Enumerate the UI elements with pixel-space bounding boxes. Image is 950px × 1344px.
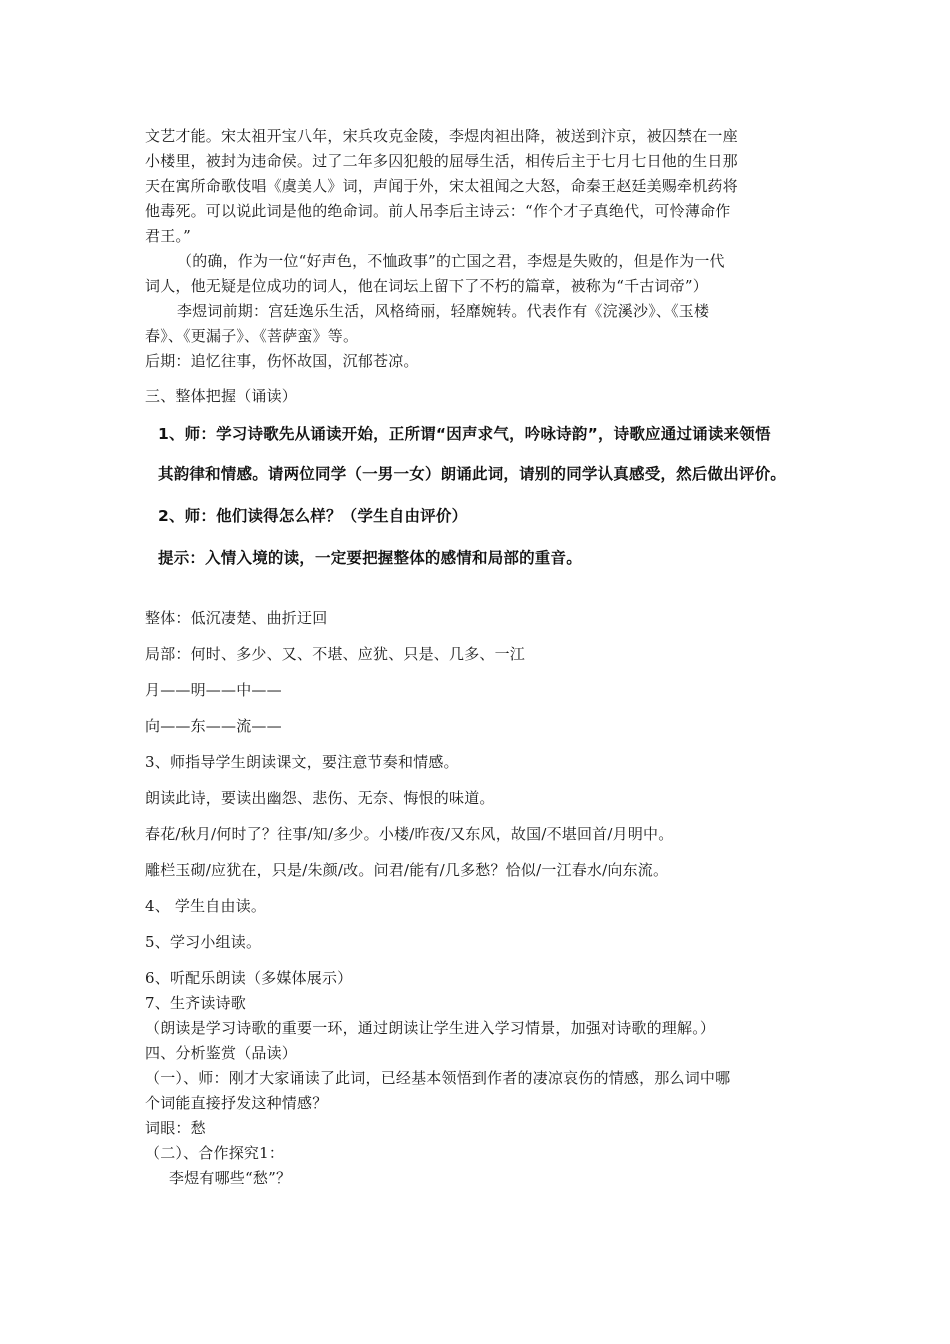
section-heading: 三、整体把握（诵读） bbox=[145, 387, 298, 405]
text-line: 李煜词前期：宫廷逸乐生活，风格绮丽，轻靡婉转。代表作有《浣溪沙》、《玉楼 bbox=[177, 302, 710, 320]
text-line: 天在寓所命歌伎唱《虞美人》词，声闻于外，宋太祖闻之大怒，命秦王赵廷美赐牵机药将 bbox=[145, 177, 738, 195]
text-line: 李煜有哪些“愁”？ bbox=[169, 1169, 292, 1187]
text-line: 春》、《更漏子》、《菩萨蛮》等。 bbox=[145, 327, 359, 345]
text-line: （朗读是学习诗歌的重要一环，通过朗读让学生进入学习情景，加强对诗歌的理解。） bbox=[145, 1019, 716, 1037]
text-line: 个词能直接抒发这种情感？ bbox=[145, 1094, 328, 1112]
section-heading: 四、分析鉴赏（品读） bbox=[145, 1044, 298, 1062]
text-line: 3、师指导学生朗读课文，要注意节奏和情感。 bbox=[145, 753, 459, 771]
bold-text-line: 2、师：他们读得怎么样？（学生自由评价） bbox=[158, 507, 468, 525]
text-line: 4、 学生自由读。 bbox=[145, 897, 267, 915]
text-line: 词眼：愁 bbox=[145, 1119, 206, 1137]
text-line: 向——东——流—— bbox=[145, 717, 282, 735]
text-line: 春花/秋月/何时了？往事/知/多少。小楼/昨夜/又东风，故国/不堪回首/月明中。 bbox=[145, 825, 674, 843]
text-line: 君王。” bbox=[145, 227, 191, 245]
text-line: 6、听配乐朗读（多媒体展示） bbox=[145, 969, 353, 987]
bold-text-line: 提示：入情入境的读，一定要把握整体的感情和局部的重音。 bbox=[158, 549, 582, 567]
text-line: 雕栏玉砌/应犹在，只是/朱颜/改。问君/能有/几多愁？恰似/一江春水/向东流。 bbox=[145, 861, 669, 879]
text-line: 朗读此诗，要读出幽怨、悲伤、无奈、悔恨的味道。 bbox=[145, 789, 495, 807]
bold-text-line: 其韵律和情感。请两位同学（一男一女）朗诵此词，请别的同学认真感受，然后做出评价。 bbox=[158, 465, 787, 483]
text-line: （二）、合作探究1： bbox=[145, 1144, 285, 1162]
text-line: （的确，作为一位“好声色，不恤政事”的亡国之君，李煜是失败的，但是作为一代 bbox=[177, 252, 725, 270]
text-line: 文艺才能。宋太祖开宝八年，宋兵攻克金陵，李煜肉袒出降，被送到汴京，被囚禁在一座 bbox=[145, 127, 738, 145]
text-line: 局部：何时、多少、又、不堪、应犹、只是、几多、一江 bbox=[145, 645, 526, 663]
bold-text-line: 1、师：学习诗歌先从诵读开始，正所谓“因声求气，吟咏诗韵”，诗歌应通过诵读来领悟 bbox=[158, 425, 771, 443]
text-line: 他毒死。可以说此词是他的绝命词。前人吊李后主诗云：“作个才子真绝代，可怜薄命作 bbox=[145, 202, 731, 220]
text-line: 词人，他无疑是位成功的词人，他在词坛上留下了不朽的篇章，被称为“千古词帝”） bbox=[145, 277, 708, 295]
text-line: 后期：追忆往事，伤怀故国，沉郁苍凉。 bbox=[145, 352, 419, 370]
text-line: （一）、师：刚才大家诵读了此词，已经基本领悟到作者的凄凉哀伤的情感，那么词中哪 bbox=[145, 1069, 731, 1087]
text-line: 7、生齐读诗歌 bbox=[145, 994, 246, 1012]
text-line: 5、学习小组读。 bbox=[145, 933, 262, 951]
text-line: 小楼里，被封为违命侯。过了二年多囚犯般的屈辱生活，相传后主于七月七日他的生日那 bbox=[145, 152, 738, 170]
text-line: 月——明——中—— bbox=[145, 681, 282, 699]
text-line: 整体：低沉凄楚、曲折迂回 bbox=[145, 609, 328, 627]
